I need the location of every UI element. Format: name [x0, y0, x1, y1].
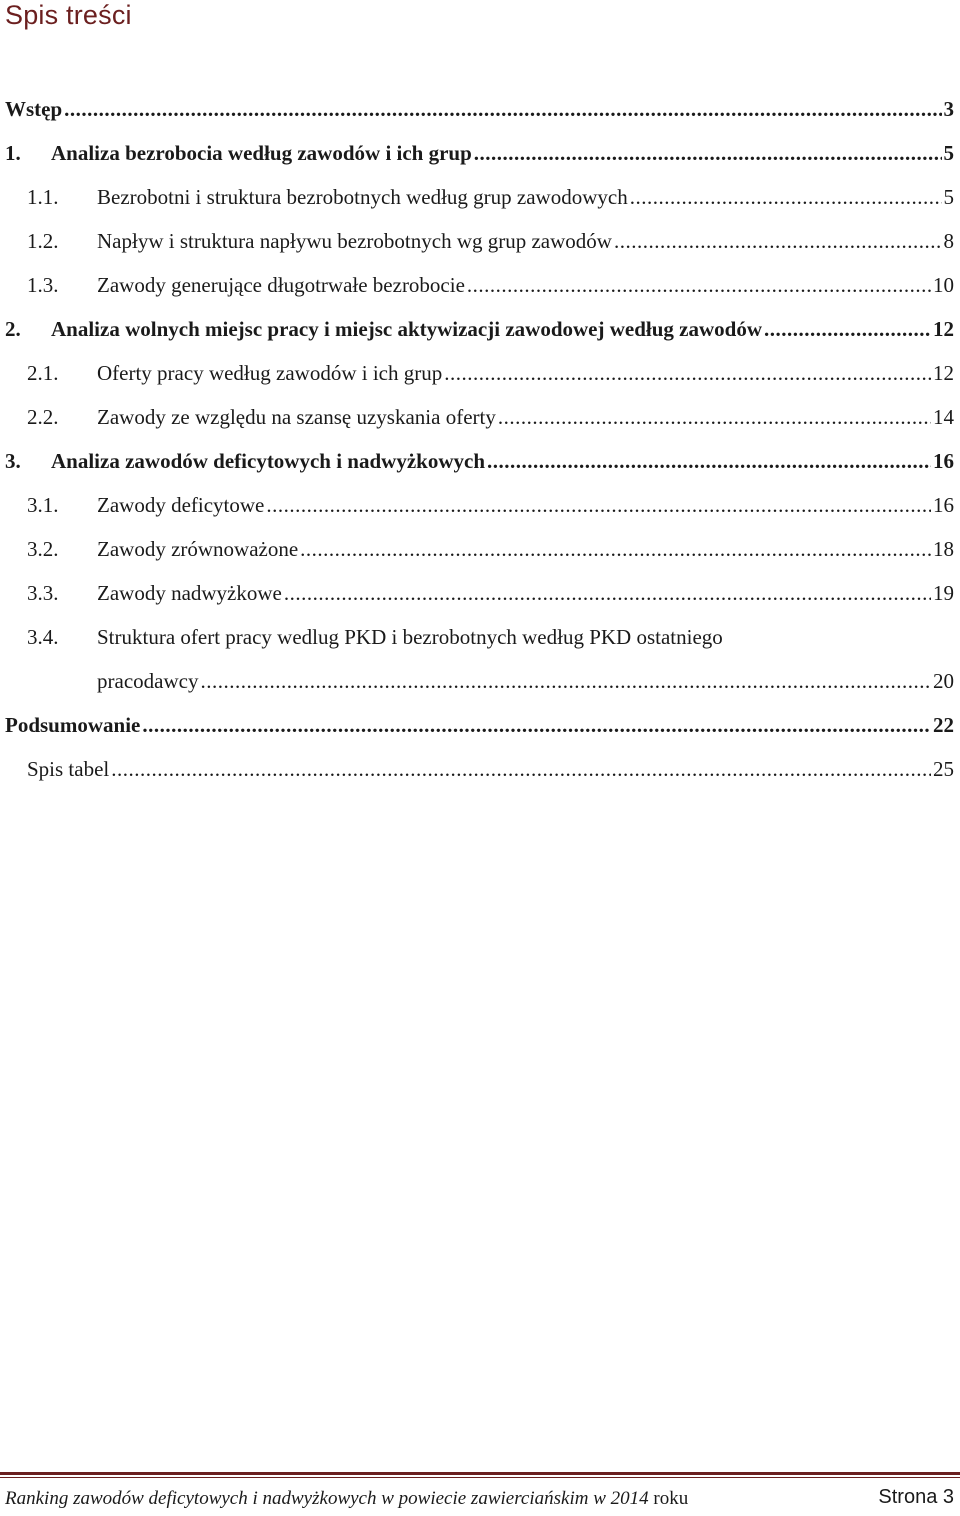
- toc-title-line1: Struktura ofert pracy wedlug PKD i bezrobotnych według PKD ostatniego: [97, 625, 723, 649]
- toc-entry-2-2[interactable]: [0, 396, 960, 440]
- toc-page: 16: [933, 449, 954, 473]
- toc-number: 1.3.: [27, 273, 59, 297]
- toc-page: 18: [933, 537, 954, 561]
- toc-leader: [111, 757, 931, 782]
- toc-title: Zawody ze względu na szansę uzyskania oferty: [97, 405, 496, 429]
- toc-title: Analiza wolnych miejsc pracy i miejsc aktywizacji zawodowej według zawodów: [51, 317, 762, 341]
- toc-entry-podsumowanie[interactable]: [0, 704, 960, 748]
- toc-number: 1.2.: [27, 229, 59, 253]
- toc-page: 12: [933, 361, 954, 385]
- toc-title: Napływ i struktura napływu bezrobotnych wg grup zawodów: [97, 229, 612, 253]
- toc-number: 3.4.: [27, 625, 59, 649]
- toc-title: Analiza zawodów deficytowych i nadwyżkowych: [51, 449, 485, 473]
- toc-leader: [467, 273, 931, 298]
- toc-title: Podsumowanie: [5, 713, 141, 737]
- toc-leader: [474, 141, 942, 166]
- toc-leader: [266, 493, 931, 518]
- toc-entry-2-1[interactable]: [0, 352, 960, 396]
- footer-rule-thin: [0, 1477, 960, 1478]
- toc-leader: [764, 317, 931, 342]
- toc-number: 3.3.: [27, 581, 59, 605]
- toc-leader: [614, 229, 942, 254]
- footer-title-year-suffix: roku: [653, 1488, 689, 1509]
- toc-leader: [630, 185, 942, 210]
- toc-leader: [64, 97, 941, 122]
- toc-number: 2.2.: [27, 405, 59, 429]
- toc-leader: [142, 713, 931, 738]
- toc-page: 5: [943, 141, 954, 165]
- toc-leader: [200, 669, 931, 694]
- toc-entry-3-1[interactable]: [0, 484, 960, 528]
- toc-title: Zawody zrównoważone: [97, 537, 299, 561]
- toc-leader: [300, 537, 931, 562]
- toc-entry-1-1[interactable]: [0, 176, 960, 220]
- toc-number: 1.: [5, 141, 21, 165]
- toc-title: Zawody deficytowe: [97, 493, 265, 517]
- toc-title: pracodawcy: [97, 669, 199, 693]
- toc-number: 3.2.: [27, 537, 59, 561]
- toc-title: Wstęp: [5, 97, 63, 121]
- footer-document-title: [5, 1488, 688, 1510]
- toc-entry-1[interactable]: [0, 132, 960, 176]
- toc-leader: [444, 361, 931, 386]
- toc-entry-3-2[interactable]: [0, 528, 960, 572]
- page-title: Spis treści: [5, 0, 132, 30]
- toc-title: Oferty pracy według zawodów i ich grup: [97, 361, 443, 385]
- footer-title-text: Ranking zawodów deficytowych i nadwyżkowych w powiecie zawierciańskim w 2014: [5, 1488, 649, 1509]
- toc-title: Bezrobotni i struktura bezrobotnych według grup zawodowych: [97, 185, 628, 209]
- toc-page: 16: [933, 493, 954, 517]
- toc-title: Zawody nadwyżkowe: [97, 581, 282, 605]
- toc-entry-3-3[interactable]: [0, 572, 960, 616]
- toc-number: 2.: [5, 317, 21, 341]
- table-of-contents: [0, 88, 960, 792]
- toc-entry-1-3[interactable]: [0, 264, 960, 308]
- toc-page: 19: [933, 581, 954, 605]
- toc-title: Zawody generujące długotrwałe bezrobocie: [97, 273, 465, 297]
- footer-rule-thick: [0, 1472, 960, 1475]
- toc-page: 25: [933, 757, 954, 781]
- toc-page: 12: [933, 317, 954, 341]
- toc-entry-wstep[interactable]: [0, 88, 960, 132]
- toc-entry-spis-tabel[interactable]: [0, 748, 960, 792]
- toc-page: 14: [933, 405, 954, 429]
- toc-page: 5: [943, 185, 954, 209]
- toc-leader: [487, 449, 931, 474]
- toc-page: 20: [933, 669, 954, 693]
- toc-entry-3-4[interactable]: [0, 616, 960, 660]
- toc-title: Spis tabel: [27, 757, 110, 781]
- toc-number: 2.1.: [27, 361, 59, 385]
- toc-entry-1-2[interactable]: [0, 220, 960, 264]
- toc-leader: [498, 405, 931, 430]
- footer-page-number: Strona 3: [878, 1486, 954, 1508]
- toc-page: 22: [933, 713, 954, 737]
- toc-title: Analiza bezrobocia według zawodów i ich grup: [51, 141, 472, 165]
- toc-leader: [284, 581, 931, 606]
- toc-entry-2[interactable]: [0, 308, 960, 352]
- toc-number: 1.1.: [27, 185, 59, 209]
- toc-page: 8: [943, 229, 954, 253]
- toc-number: 3.1.: [27, 493, 59, 517]
- toc-page: 10: [933, 273, 954, 297]
- toc-number: 3.: [5, 449, 21, 473]
- toc-entry-3-4-cont[interactable]: [0, 660, 960, 704]
- toc-entry-3[interactable]: [0, 440, 960, 484]
- toc-page: 3: [943, 97, 954, 121]
